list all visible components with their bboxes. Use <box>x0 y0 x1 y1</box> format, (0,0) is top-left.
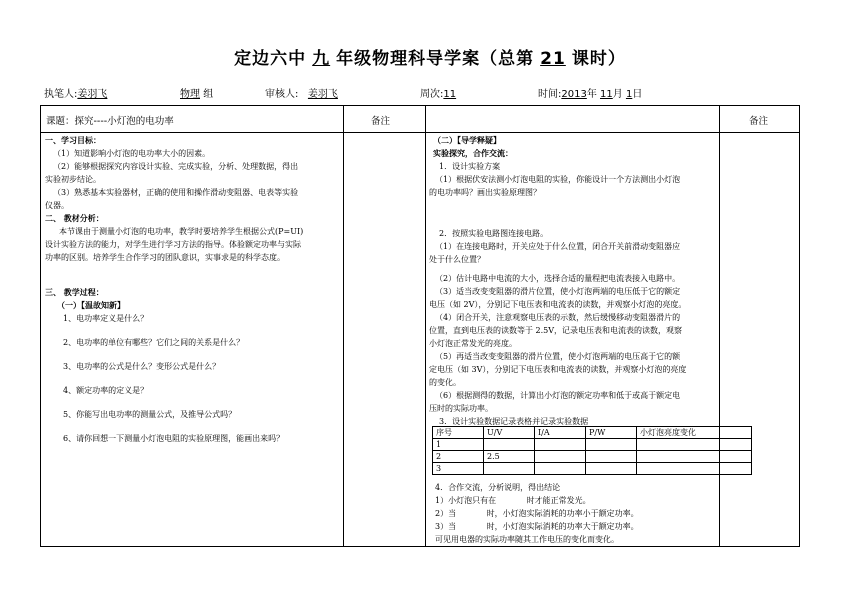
lesson-topic: 课题：探究----小灯泡的电功率 <box>46 116 174 127</box>
analysis-line-1: 本节课由于测量小灯泡的电功率，教学时要培养学生根据公式(P=UI) <box>59 227 304 236</box>
data-record-table <box>432 426 752 475</box>
reviewer-field: 审核人: 姜羽飞 <box>265 89 338 100</box>
goal-1: （1）知道影响小灯泡的电功率大小的因素。 <box>53 149 211 158</box>
goal-2: （2）能够根据探究内容设计实验、完成实验，分析、处理数据，得出 <box>53 162 299 171</box>
author-field: 执笔人:姜羽飞 <box>44 89 108 100</box>
question-2: 2、电功率的单位有哪些？它们之间的关系是什么？ <box>63 338 245 347</box>
page-title: 定边六中 九 年级物理科导学案（总第 21 课时） <box>234 49 626 69</box>
question-5: 5、你能写出电功率的测量公式，及推导公式吗？ <box>63 410 237 419</box>
table-header-row: 序号 U/V I/A P/W 小灯泡亮度变化 <box>433 427 752 439</box>
note-header-right: 备注 <box>749 116 769 127</box>
conclusion-block: 4．合作交流，分析说明，得出结论 1）小灯泡只有在 时才能正常发光。 2）当 时，小灯泡实际消耗的功率小于额定功率。 3）当 时，小灯泡实际消耗的功率大于额定功率。 可见用电器的实际功率随其工作电压的变化而变化。 <box>435 483 639 544</box>
goal-3-cont: 仪器。 <box>45 201 69 210</box>
table-row: 2 2.5 <box>433 451 752 463</box>
table-row: 3 <box>433 463 752 475</box>
lesson-table <box>40 105 800 547</box>
question-6: 6、请你回想一下测量小灯泡电阻的实验原理图，能画出来吗？ <box>63 434 285 443</box>
week-field: 周次:11 <box>420 89 457 100</box>
question-1: 1、电功率定义是什么？ <box>63 314 149 323</box>
note-header-left: 备注 <box>371 116 391 127</box>
analysis-line-2: 设计实验方法的能力，对学生进行学习方法的指导。体验额定功率与实际 <box>45 240 301 249</box>
question-3: 3、电功率的公式是什么？变形公式是什么？ <box>63 362 221 371</box>
subject-field: 物理 组 <box>180 89 214 100</box>
analysis-line-3: 功率的区别。培养学生合作学习的团队意识，实事求是的科学态度。 <box>45 253 285 262</box>
question-4: 4、额定功率的定义是？ <box>63 386 149 395</box>
goal-3: （3）熟悉基本实验器材，正确的使用和操作滑动变阻器、电表等实验 <box>53 188 299 197</box>
right-column: （二）【导学释疑】 实验探究，合作交流： 1．设计实验方案 （1）根据伏安法测小灯泡电阻的实验，你能设计一个方法测出小灯泡 的电功率吗？画出实验原理图？ 2．按照实验电路图连接电路。 （1）在连接电路时，开关应处于什么位置，闭合开关前滑动变阻器应 处于什么位置？ （2）估计电路中电流的大小，选择合适的量程把电流表接入电路中。 （3）适当改变变阻器的滑片位置，使小灯泡两端的电压低于它的额定 电压（如 2V），分别记下电压表和电流表的读数，并观察小灯泡的亮度。 （4）闭合开关，注意观察电压表的示数，然后缓慢移动变阻器滑片的 位置，直到电压表的读数等于 2.5V，记录电压表和电流表的读数，观察 小灯泡正常发光的亮度。 （5）再适当改变变阻器的滑片位置，使小灯泡两端的电压高于它的额 定电压（如 3V），分别记下电压表和电流表的读数，并观察小灯泡的亮度 的变化。 （6）根据测得的数据，计算出小灯泡的额定功率和低于或高于额定电 压时的实际功率。 3．设计实验数据记录表格并记录实验数据 <box>429 135 687 426</box>
date-field: 时间:2013年 11月 1日 <box>538 89 643 100</box>
table-row: 1 <box>433 439 752 451</box>
left-column: 一、学习目标： （1）知道影响小灯泡的电功率大小的因素。 （2）能够根据探究内容设计实验、完成实验，分析、处理数据，得出 实验初步结论。 （3）熟悉基本实验器材，正确的使用和操作滑动变阻器、电表等实验 仪器。 二、 教材分析： 本节课由于测量小灯泡的电功率，教学时要培养学生根据公式(P=UI) 设计实验方法的能力，对学生进行学习方法的指导。体验额定功率与实际 功率的区别。培养学生合作学习的团队意识，实事求是的科学态度。 三、 教学过程： （一）【温故知新】 1、电功率定义是什么？ 2、电功率的单位有哪些？它们之间的关系是什么？ 3、电功率的公式是什么？变形公式是什么？ 4、额定功率的定义是？ 5、你能写出电功率的测量公式，及推导公式吗？ 6、请你回想一下测量小灯泡电阻的实验原理图，能画出来吗？ <box>45 134 340 445</box>
goal-2-cont: 实验初步结论。 <box>45 175 101 184</box>
